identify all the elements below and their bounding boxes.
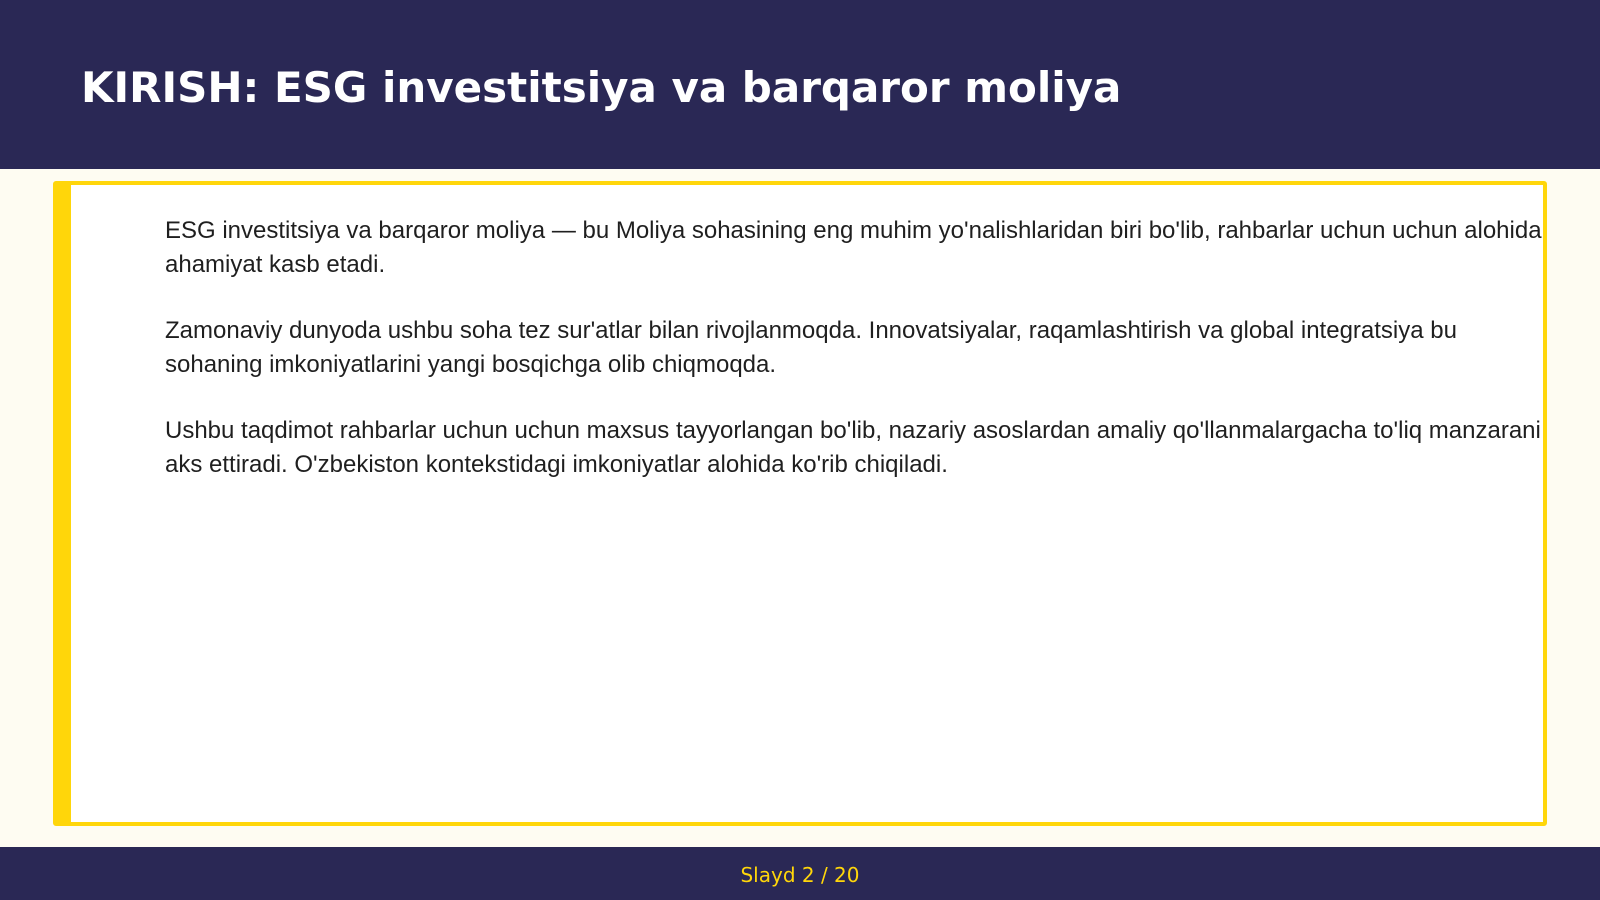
slide-footer [0, 847, 1600, 900]
purpose-paragraph: Ushbu taqdimot rahbarlar uchun uchun maxsus tayyorlangan bo'lib, nazariy asoslardan amaliy qo'llanmalargacha to'liq manzarani aks ettiradi. O'zbekiston kontekstidagi imkoniyatlar alohida ko'rib chiqiladi. [165, 417, 1541, 478]
slide-title: KIRISH: ESG investitsiya va barqaror moliya [81, 63, 1122, 112]
slide-counter: Slayd 2 / 20 [740, 863, 860, 887]
intro-paragraph: ESG investitsiya va barqaror moliya — bu Moliya sohasining eng muhim yo'nalishlaridan biri bo'lib, rahbarlar uchun uchun alohida ahamiyat kasb etadi. [165, 217, 1542, 278]
slide-header [0, 0, 1600, 169]
content-card [53, 181, 1547, 826]
trends-paragraph: Zamonaviy dunyoda ushbu soha tez sur'atlar bilan rivojlanmoqda. Innovatsiyalar, raqamlashtirish va global integratsiya bu sohaning imkoniyatlarini yangi bosqichga olib chiqmoqda. [165, 317, 1457, 378]
